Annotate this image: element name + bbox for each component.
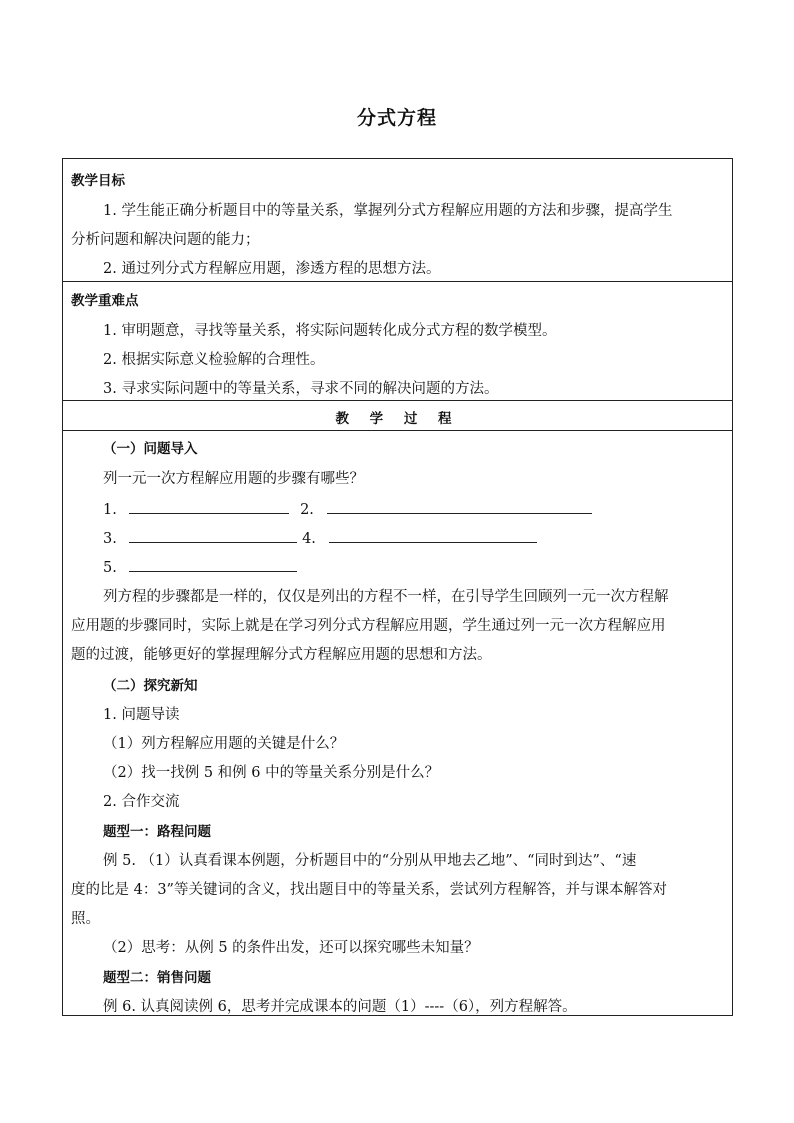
example-5-line: 例 5. （1）认真看课本例题，分析题目中的“分别从甲地去乙地”、“同时到达”、“速 [103,853,637,869]
example-6-text: 例 6. 认真阅读例 6，思考并完成课本的问题（1）----（6），列方程解答。 [103,999,577,1015]
blank-number: 5. [103,560,117,576]
page-title: 分式方程 [356,107,437,129]
guide-question-2: （2）找一找例 5 和例 6 中的等量关系分别是什么？ [103,765,440,781]
blank-line [129,557,297,572]
section-2-heading: （二）探究新知 [103,678,198,694]
example-5-line: 照。 [71,911,100,927]
guide-question-1: （1）列方程解应用题的关键是什么？ [103,736,345,752]
goals-item-2: 2. 通过列分式方程解应用题，渗透方程的思想方法。 [103,261,441,277]
paragraph-line: 应用题的步骤同时，实际上就是在学习列分式方程解应用题，学生通过列一元一次方程解应用 [71,618,666,634]
row-divider [63,281,732,282]
paragraph-line: 列方程的步骤都是一样的，仅仅是列出的方程不一样，在引导学生回顾列一元一次方程解 [103,589,669,605]
blank-number: 1. [103,502,117,518]
example-5-line: 度的比是 4：3”等关键词的含义，找出题目中的等量关系，尝试列方程解答，并与课本解答对 [71,882,667,898]
goals-heading: 教学目标 [71,173,125,189]
paragraph-line: 题的过渡，能够更好的掌握理解分式方程解应用题的思想和方法。 [71,647,492,663]
row-divider [63,430,732,431]
guide-heading: 1. 问题导读 [103,707,180,723]
keypoint-item: 1. 审明题意，寻找等量关系，将实际问题转化成分式方程的数学模型。 [103,323,557,339]
lesson-table [62,158,733,1016]
keypoint-item: 2. 根据实际意义检验解的合理性。 [103,352,325,368]
goals-item-1-cont: 分析问题和解决问题的能力； [71,232,260,248]
section-1-question: 列一元一次方程解应用题的步骤有哪些？ [103,471,364,487]
blank-line [129,499,289,514]
blank-line [329,528,537,543]
process-heading: 教 学 过 程 [335,411,460,427]
cooperation-heading: 2. 合作交流 [103,794,180,810]
blank-row-3 [103,557,297,578]
blank-line [327,499,592,514]
blank-row-1 [103,499,592,520]
type-1-heading: 题型一：路程问题 [103,824,211,840]
blank-row-2 [103,528,537,549]
row-divider [63,400,732,401]
blank-line [129,528,297,543]
keypoint-item: 3. 寻求实际问题中的等量关系，寻求不同的解决问题的方法。 [103,381,499,397]
example-5-question-2: （2）思考：从例 5 的条件出发，还可以探究哪些未知量？ [103,940,479,956]
goals-item-1: 1. 学生能正确分析题目中的等量关系，掌握列分式方程解应用题的方法和步骤，提高学生 [103,203,673,219]
blank-number: 2. [300,502,314,518]
section-1-heading: （一）问题导入 [103,441,198,457]
blank-number: 4. [302,531,316,547]
keypoints-heading: 教学重难点 [71,293,139,309]
type-2-heading: 题型二：销售问题 [103,970,211,986]
blank-number: 3. [103,531,117,547]
